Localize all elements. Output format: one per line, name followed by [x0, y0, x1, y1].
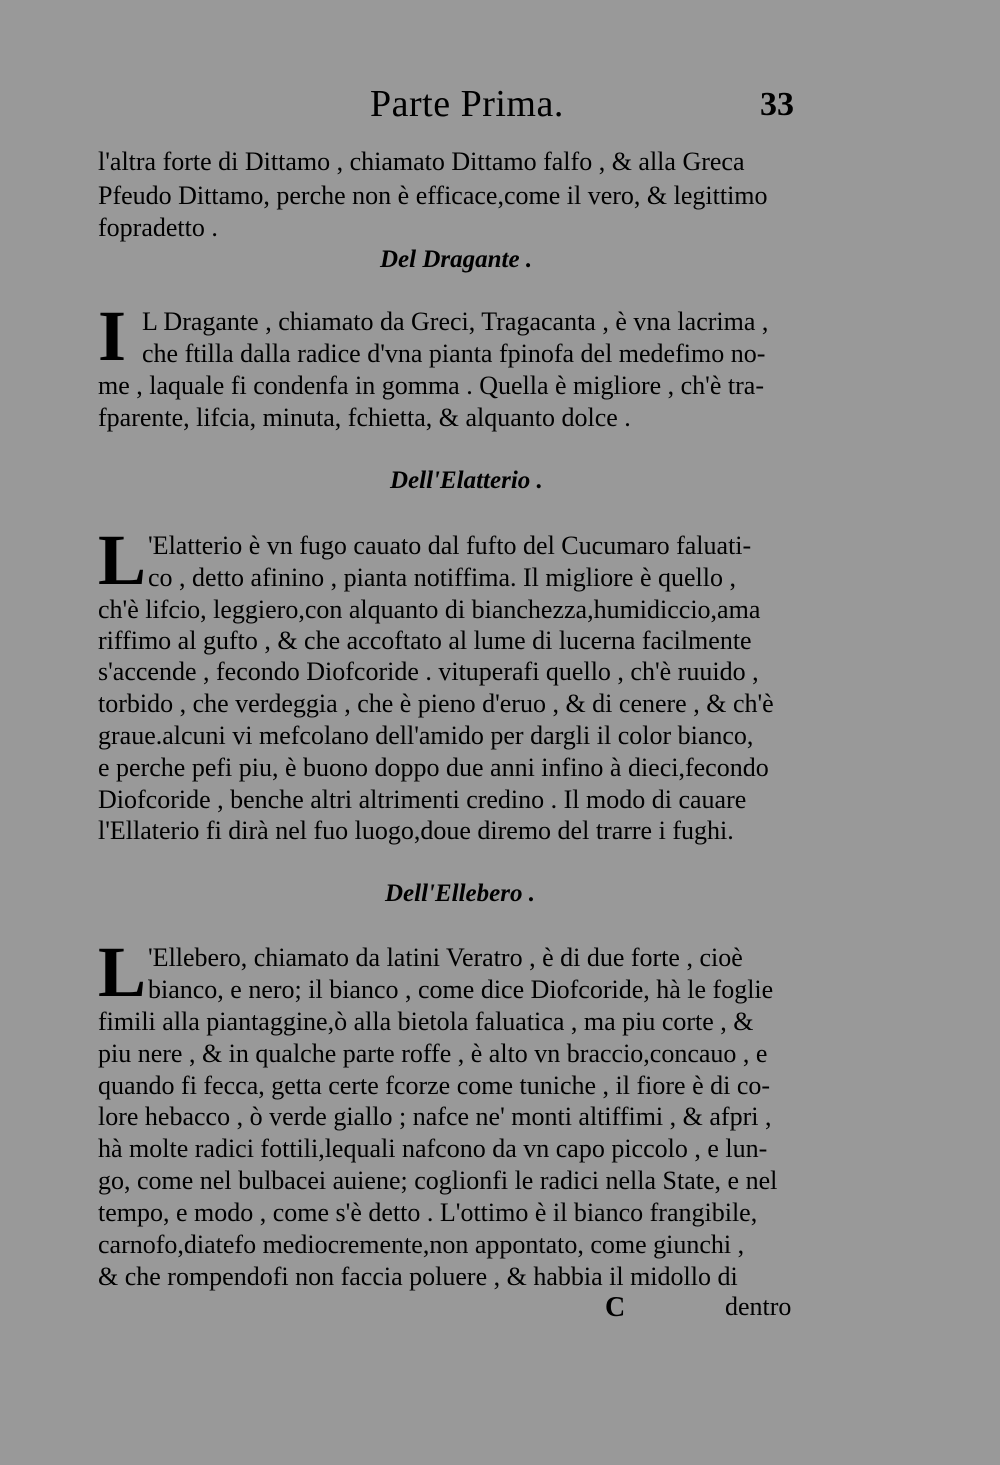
text-line: fimili alla piantaggine,ò alla bietola faluatica , ma piu corte , &	[98, 1007, 754, 1036]
text-line: riffimo al gufto , & che accoftato al lume di lucerna facilmente	[98, 626, 752, 655]
drop-cap: L	[98, 520, 147, 600]
running-head	[0, 82, 1000, 132]
text-line: carnofo,diatefo mediocremente,non appontato, come giunchi ,	[98, 1230, 745, 1259]
text-line: tempo, e modo , come s'è detto . L'ottimo è il bianco frangibile,	[98, 1198, 758, 1227]
text-line: co , detto afinino , pianta notiffima. Il migliore è quello ,	[148, 563, 736, 592]
text-line: L Dragante , chiamato da Greci, Tragacanta , è vna lacrima ,	[142, 307, 769, 336]
text-line: piu nere , & in qualche parte roffe , è alto vn braccio,concauo , e	[98, 1039, 768, 1068]
text-line: 'Elatterio è vn fugo cauato dal fufto del Cucumaro faluati-	[148, 531, 752, 560]
text-line: hà molte radici fottili,lequali nafcono da vn capo piccolo , e lun-	[98, 1134, 768, 1163]
section-heading: Del Dragante .	[380, 246, 533, 273]
section-heading: Dell'Elatterio .	[390, 467, 543, 494]
text-line: l'altra forte di Dittamo , chiamato Dittamo falfo , & alla Greca	[98, 147, 745, 176]
catchword: dentro	[725, 1292, 792, 1321]
text-line: bianco, e nero; il bianco , come dice Diofcoride, hà le foglie	[148, 975, 774, 1004]
text-line: l'Ellaterio fi dirà nel fuo luogo,doue diremo del trarre i fughi.	[98, 816, 734, 845]
text-line: 'Ellebero, chiamato da latini Veratro , è di due forte , cioè	[148, 943, 743, 972]
text-line: quando fi fecca, getta certe fcorze come tuniche , il fiore è di co-	[98, 1071, 771, 1100]
text-line: & che rompendofi non faccia poluere , & habbia il midollo di	[98, 1262, 738, 1291]
section-heading: Dell'Ellebero .	[385, 880, 535, 907]
page-number: 33	[760, 86, 794, 123]
text-line: fopradetto .	[98, 213, 218, 242]
text-line: me , laquale fi condenfa in gomma . Quella è migliore , ch'è tra-	[98, 371, 764, 400]
text-line: fparente, lifcia, minuta, fchietta, & alquanto dolce .	[98, 403, 631, 432]
signature-mark: C	[605, 1292, 626, 1323]
text-line: lore hebacco , ò verde giallo ; nafce ne' monti altiffimi , & afpri ,	[98, 1102, 772, 1131]
text-line: Pfeudo Dittamo, perche non è efficace,come il vero, & legittimo	[98, 181, 768, 210]
text-line: go, come nel bulbacei auiene; coglionfi le radici nella State, e nel	[98, 1166, 778, 1195]
drop-cap: I	[98, 296, 127, 376]
running-title: Parte Prima.	[370, 83, 564, 125]
text-line: graue.alcuni vi mefcolano dell'amido per dargli il color bianco,	[98, 721, 754, 750]
text-line: e perche pefi piu, è buono doppo due anni infino à dieci,fecondo	[98, 753, 769, 782]
text-line: ch'è lifcio, leggiero,con alquanto di bianchezza,humidiccio,ama	[98, 595, 761, 624]
text-line: che ftilla dalla radice d'vna pianta fpinofa del medefimo no-	[142, 339, 766, 368]
text-line: Diofcoride , benche altri altrimenti credino . Il modo di cauare	[98, 785, 747, 814]
drop-cap: L	[98, 932, 147, 1012]
text-line: torbido , che verdeggia , che è pieno d'eruo , & di cenere , & ch'è	[98, 689, 774, 718]
text-line: s'accende , fecondo Diofcoride . vituperafi quello , ch'è ruuido ,	[98, 657, 759, 686]
